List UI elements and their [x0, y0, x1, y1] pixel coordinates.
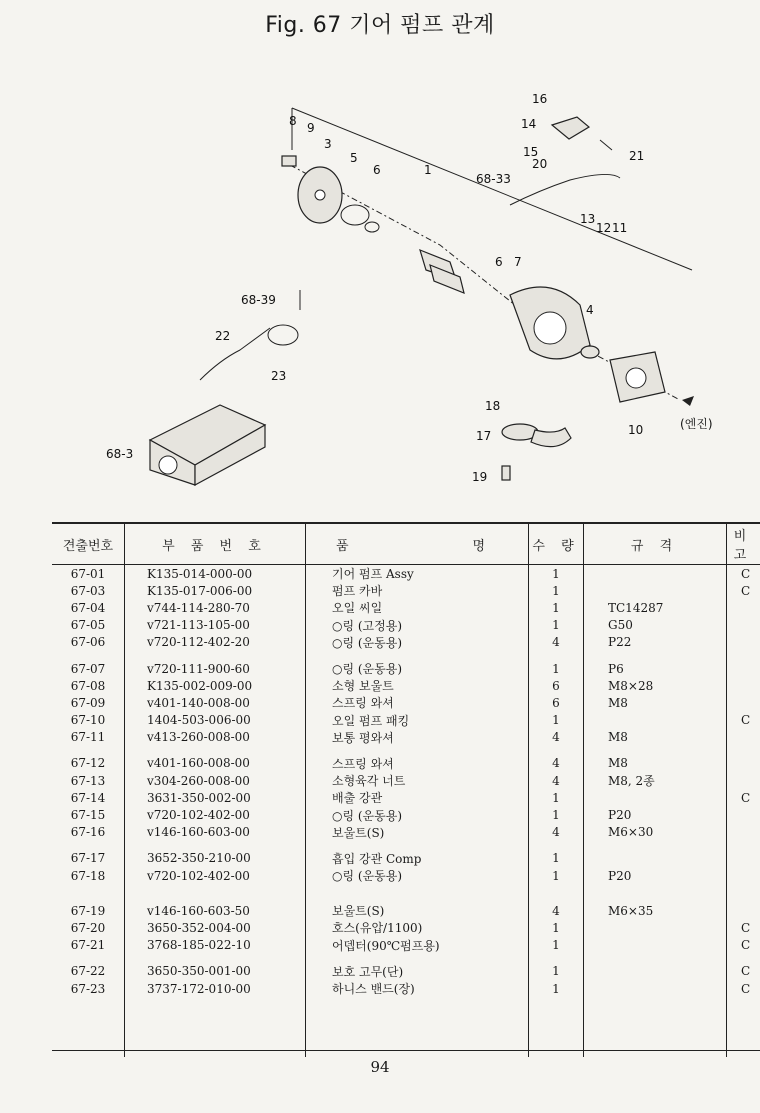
spec-cell — [584, 850, 727, 867]
part-number-cell: v720-111-900-60 — [125, 660, 306, 677]
part-number-cell: K135-017-006-00 — [125, 582, 306, 599]
remarks-cell: C — [741, 713, 751, 728]
parts-list-body — [52, 565, 760, 1058]
remarks-cell — [727, 599, 760, 616]
engine-direction-arrow — [682, 396, 694, 406]
remarks-cell: C — [741, 790, 751, 805]
spec-cell: M6×35 — [584, 902, 727, 919]
table-row — [52, 634, 760, 651]
header-part-number: 부 품 번 호 — [125, 523, 306, 565]
table-row — [52, 789, 760, 806]
spec-cell: M8 — [584, 729, 727, 746]
index-no-cell: 67-10 — [52, 712, 125, 729]
remarks-cell: C — [741, 920, 751, 935]
index-no-cell: 67-18 — [52, 867, 125, 884]
header-part-name — [306, 523, 529, 565]
part-name-cell: ○링 (운동용) — [306, 867, 529, 884]
callout-label: 8 — [289, 114, 297, 128]
part-name-cell: ○링 (운동용) — [306, 660, 529, 677]
spacer-row — [52, 746, 760, 755]
callout-label: 7 — [514, 255, 522, 269]
spec-cell: M8 — [584, 755, 727, 772]
part-number-cell: 3631-350-002-00 — [125, 789, 306, 806]
quantity-cell: 6 — [529, 677, 584, 694]
callout-label: 6 — [495, 255, 503, 269]
engine-label: (엔진) — [680, 417, 713, 431]
remarks-cell — [727, 755, 760, 772]
oil-seal-part — [581, 346, 599, 358]
part-name-cell: 흡입 강관 Comp — [306, 850, 529, 867]
table-row — [52, 660, 760, 677]
figure-title: Fig. 67 기어 펌프 관계 — [265, 13, 495, 38]
part-number-cell: K135-002-009-00 — [125, 677, 306, 694]
table-row — [52, 850, 760, 867]
part-number-cell: v304-260-008-00 — [125, 772, 306, 789]
index-no-cell: 67-01 — [52, 565, 125, 583]
index-no-cell: 67-23 — [52, 980, 125, 997]
remarks-cell — [727, 634, 760, 651]
quantity-cell: 4 — [529, 902, 584, 919]
part-number-cell: v146-160-603-50 — [125, 902, 306, 919]
quantity-cell: 1 — [529, 565, 584, 583]
part-number-cell: 3768-185-022-10 — [125, 937, 306, 954]
remarks-cell — [727, 694, 760, 711]
remarks-cell — [727, 824, 760, 841]
part-name-cell: 오일 씨일 — [306, 599, 529, 616]
part-name-cell: 기어 펌프 Assy — [306, 565, 529, 583]
table-row — [52, 729, 760, 746]
page-number: 94 — [370, 1058, 390, 1076]
remarks-cell — [727, 677, 760, 694]
part-name-cell: 소형육각 너트 — [306, 772, 529, 789]
part-name-cell: 스프링 와셔 — [306, 694, 529, 711]
index-no-cell: 67-16 — [52, 824, 125, 841]
quantity-cell: 4 — [529, 755, 584, 772]
index-no-cell: 67-20 — [52, 919, 125, 936]
quantity-cell: 1 — [529, 582, 584, 599]
spec-cell — [584, 963, 727, 980]
quantity-cell: 4 — [529, 824, 584, 841]
remarks-cell — [727, 729, 760, 746]
spec-cell — [584, 980, 727, 997]
table-row — [52, 582, 760, 599]
table-row — [52, 980, 760, 997]
remarks-cell — [727, 617, 760, 634]
table-row — [52, 712, 760, 729]
header-name-right: 명 — [472, 538, 491, 554]
spacer-row — [52, 954, 760, 963]
callout-label: 19 — [472, 470, 488, 484]
part-name-cell: 보울트(S) — [306, 824, 529, 841]
remarks-cell — [727, 772, 760, 789]
callout-label: 6 — [373, 163, 381, 177]
table-row — [52, 565, 760, 583]
remarks-cell: C — [741, 964, 751, 979]
quantity-cell: 1 — [529, 806, 584, 823]
table-row — [52, 867, 760, 884]
part-number-cell: 3650-350-001-00 — [125, 963, 306, 980]
callout-label: 16 — [532, 92, 548, 106]
gear-pump-drawing — [80, 70, 760, 510]
spec-cell: P22 — [584, 634, 727, 651]
callout-label: 17 — [476, 429, 492, 443]
quantity-cell: 1 — [529, 660, 584, 677]
part-number-cell: 1404-503-006-00 — [125, 712, 306, 729]
part-number-cell: v744-114-280-70 — [125, 599, 306, 616]
index-no-cell: 67-03 — [52, 582, 125, 599]
part-name-cell: 어뎁터(90℃펌프용) — [306, 937, 529, 954]
part-number-cell: v413-260-008-00 — [125, 729, 306, 746]
quantity-cell: 4 — [529, 634, 584, 651]
part-name-cell: 하니스 밴드(장) — [306, 980, 529, 997]
header-name-left: 품 — [336, 538, 355, 554]
header-spec: 규 격 — [584, 523, 727, 565]
spec-cell: P6 — [584, 660, 727, 677]
index-no-cell: 67-05 — [52, 617, 125, 634]
table-row — [52, 806, 760, 823]
part-number-cell: v721-113-105-00 — [125, 617, 306, 634]
part-number-cell: v401-160-008-00 — [125, 755, 306, 772]
spacer-row — [52, 841, 760, 850]
callout-label: 9 — [307, 121, 315, 135]
spec-cell: TC14287 — [584, 599, 727, 616]
table-row — [52, 617, 760, 634]
bottom-rule — [52, 1050, 760, 1051]
spec-cell — [584, 582, 727, 599]
remarks-cell — [727, 660, 760, 677]
spec-cell: P20 — [584, 867, 727, 884]
remarks-cell: C — [741, 583, 751, 598]
index-no-cell: 67-12 — [52, 755, 125, 772]
part-number-cell: v720-112-402-20 — [125, 634, 306, 651]
filler-row — [52, 997, 760, 1057]
index-no-cell: 67-15 — [52, 806, 125, 823]
part-name-cell: ○링 (고정용) — [306, 617, 529, 634]
spec-cell: P20 — [584, 806, 727, 823]
header-quantity: 수 량 — [529, 523, 584, 565]
table-row — [52, 755, 760, 772]
quantity-cell: 4 — [529, 729, 584, 746]
spacer-row — [52, 893, 760, 902]
spec-cell: M8, 2종 — [584, 772, 727, 789]
spec-cell — [584, 712, 727, 729]
quantity-cell: 1 — [529, 919, 584, 936]
index-no-cell: 67-09 — [52, 694, 125, 711]
quantity-cell: 1 — [529, 980, 584, 997]
spec-cell — [584, 789, 727, 806]
callout-label: 68-3 — [106, 447, 134, 461]
callout-label: 20 — [532, 157, 548, 171]
part-name-cell: ○링 (운동용) — [306, 806, 529, 823]
part-number-cell: K135-014-000-00 — [125, 565, 306, 583]
spacer-row — [52, 651, 760, 660]
quantity-cell: 1 — [529, 963, 584, 980]
index-no-cell: 67-04 — [52, 599, 125, 616]
table-header-row — [52, 523, 760, 565]
index-no-cell: 67-08 — [52, 677, 125, 694]
callout-label: 23 — [271, 369, 287, 383]
part-number-cell: 3737-172-010-00 — [125, 980, 306, 997]
table-row — [52, 772, 760, 789]
part-name-cell: 보통 평와셔 — [306, 729, 529, 746]
table-row — [52, 694, 760, 711]
callout-label: 14 — [521, 117, 537, 131]
quantity-cell: 1 — [529, 867, 584, 884]
part-name-cell: 호스(유압/1100) — [306, 919, 529, 936]
quantity-cell: 4 — [529, 772, 584, 789]
callout-label: 10 — [628, 423, 644, 437]
remarks-cell: C — [741, 981, 751, 996]
callout-label: 4 — [586, 303, 594, 317]
table-row — [52, 902, 760, 919]
callout-label: 21 — [629, 149, 645, 163]
part-name-cell: 스프링 와셔 — [306, 755, 529, 772]
part-name-cell: 배출 강관 — [306, 789, 529, 806]
bolt-part — [282, 156, 296, 166]
part-number-cell: 3650-352-004-00 — [125, 919, 306, 936]
callout-label: 68-33 — [476, 172, 511, 186]
quantity-cell: 1 — [529, 937, 584, 954]
table-row — [52, 677, 760, 694]
spec-cell: M6×30 — [584, 824, 727, 841]
callout-label: 68-39 — [241, 293, 276, 307]
remarks-cell — [727, 867, 760, 884]
part-number-cell: v720-102-402-00 — [125, 806, 306, 823]
callout-label: 3 — [324, 137, 332, 151]
spacer-row — [52, 884, 760, 893]
part-name-cell: 보호 고무(단) — [306, 963, 529, 980]
quantity-cell: 1 — [529, 789, 584, 806]
quantity-cell: 6 — [529, 694, 584, 711]
callout-label: 18 — [485, 399, 501, 413]
quantity-cell: 1 — [529, 712, 584, 729]
part-name-cell: 오일 펌프 패킹 — [306, 712, 529, 729]
index-no-cell: 67-13 — [52, 772, 125, 789]
spec-cell — [584, 919, 727, 936]
spec-cell — [584, 565, 727, 583]
spec-cell: M8 — [584, 694, 727, 711]
o-ring-part — [341, 205, 369, 225]
part-number-cell: v720-102-402-00 — [125, 867, 306, 884]
callout-label: 1 — [424, 163, 432, 177]
index-no-cell: 67-14 — [52, 789, 125, 806]
part-name-cell: ○링 (운동용) — [306, 634, 529, 651]
header-index-no: 견출번호 — [52, 523, 125, 565]
index-no-cell: 67-11 — [52, 729, 125, 746]
callout-label: 5 — [350, 151, 358, 165]
index-no-cell: 67-21 — [52, 937, 125, 954]
index-no-cell: 67-22 — [52, 963, 125, 980]
table-row — [52, 919, 760, 936]
remarks-cell: C — [741, 938, 751, 953]
table-row — [52, 824, 760, 841]
table-row — [52, 599, 760, 616]
parts-list-table — [52, 522, 760, 1057]
part-number-cell: v401-140-008-00 — [125, 694, 306, 711]
parts-list-table-container — [52, 522, 760, 1057]
spec-cell — [584, 937, 727, 954]
part-name-cell: 보울트(S) — [306, 902, 529, 919]
callout-label: 15 — [523, 145, 539, 159]
discharge-block-part — [552, 117, 589, 139]
callout-label: 22 — [215, 329, 231, 343]
exploded-parts-diagram — [80, 70, 760, 510]
spec-cell: G50 — [584, 617, 727, 634]
table-row — [52, 963, 760, 980]
quantity-cell: 1 — [529, 599, 584, 616]
index-no-cell: 67-19 — [52, 902, 125, 919]
part-name-cell: 소형 보울트 — [306, 677, 529, 694]
part-name-cell: 펌프 카바 — [306, 582, 529, 599]
header-remarks: 비 고 — [727, 523, 760, 565]
callout-label: 12 — [596, 221, 612, 235]
remarks-cell — [727, 850, 760, 867]
callout-label: 13 — [580, 212, 596, 226]
remarks-cell — [727, 806, 760, 823]
part-number-cell: v146-160-603-00 — [125, 824, 306, 841]
quantity-cell: 1 — [529, 617, 584, 634]
spec-cell: M8×28 — [584, 677, 727, 694]
callout-label: 11 — [612, 221, 628, 235]
remarks-cell: C — [741, 566, 751, 581]
quantity-cell: 1 — [529, 850, 584, 867]
table-row — [52, 937, 760, 954]
index-no-cell: 67-07 — [52, 660, 125, 677]
index-no-cell: 67-06 — [52, 634, 125, 651]
leader-rail — [292, 108, 692, 270]
index-no-cell: 67-17 — [52, 850, 125, 867]
part-number-cell: 3652-350-210-00 — [125, 850, 306, 867]
remarks-cell — [727, 902, 760, 919]
